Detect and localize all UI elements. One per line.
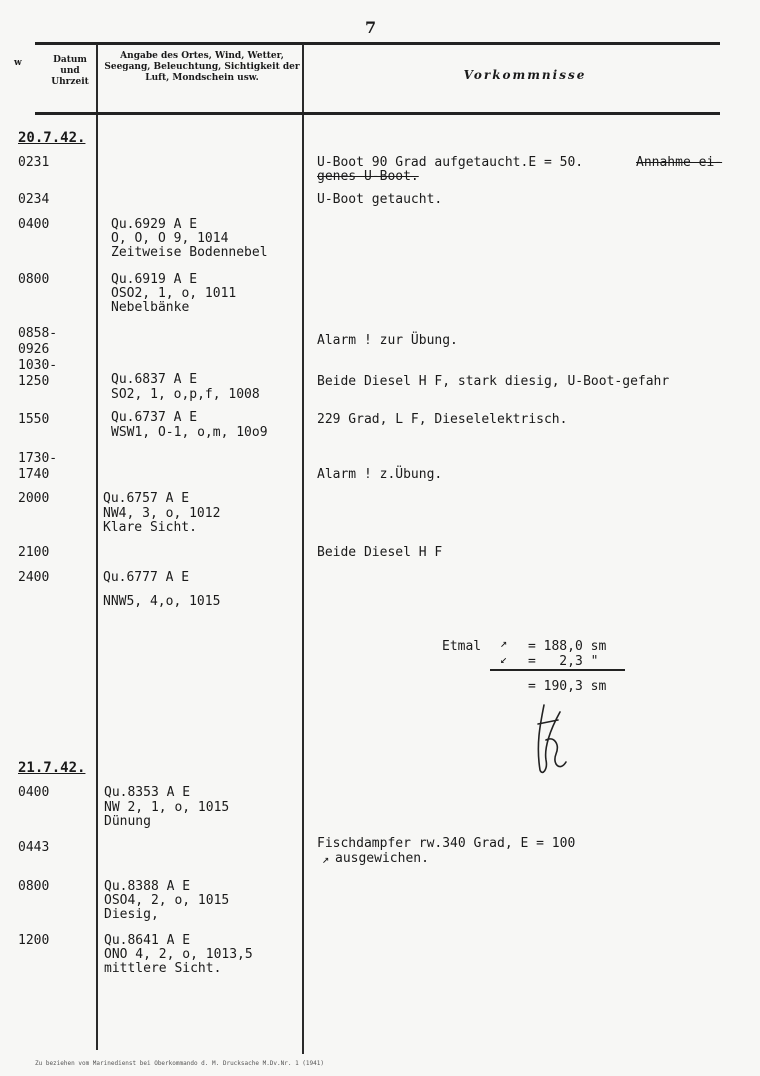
time-1250: 1250 <box>18 374 50 389</box>
date-entry: 21.7.42. <box>18 760 86 776</box>
header-mark: w <box>14 58 22 68</box>
handwritten-signature <box>530 700 580 780</box>
time-0800: 0800 <box>18 272 50 287</box>
time-0858: 0858- <box>18 326 58 341</box>
time-0800: 0800 <box>18 879 50 894</box>
weather-line: WSW1, O-1, o,m, 10o9 <box>111 425 268 440</box>
time-2000: 2000 <box>18 491 50 506</box>
weather-line: NNW5, 4,o, 1015 <box>103 594 221 609</box>
position-line: Qu.8641 A E <box>104 933 191 948</box>
arrow-up-icon: ↗ <box>322 852 330 866</box>
visibility-line: mittlere Sicht. <box>104 961 222 976</box>
time-1030: 1030- <box>18 358 58 373</box>
weather-line: OSO2, 1, o, 1011 <box>111 286 237 301</box>
time-0231: 0231 <box>18 155 50 170</box>
etmal-value: = 188,0 sm <box>528 639 607 654</box>
event-line: Alarm ! z.Übung. <box>317 467 443 482</box>
time-0400: 0400 <box>18 217 50 232</box>
weather-line: ONO 4, 2, o, 1013,5 <box>104 947 253 962</box>
position-line: Qu.6757 A E <box>103 491 190 506</box>
event-line: 229 Grad, L F, Dieselelektrisch. <box>317 412 568 427</box>
visibility-line: Nebelbänke <box>111 300 190 315</box>
visibility-line: Dünung <box>104 814 151 829</box>
event-line: U-Boot getaucht. <box>317 192 443 207</box>
column-divider-place <box>302 44 304 1054</box>
time-0926: 0926 <box>18 342 50 357</box>
etmal-label: Etmal <box>442 639 482 654</box>
event-line: U-Boot 90 Grad aufgetaucht.E = 50. <box>317 155 584 170</box>
etmal-sum: = 190,3 sm <box>528 679 607 694</box>
time-0400: 0400 <box>18 785 50 800</box>
weather-line: O, O, O 9, 1014 <box>111 231 229 246</box>
header-date-time: Datum und Uhrzeit <box>51 55 89 87</box>
top-rule <box>35 42 720 45</box>
arrow-up-icon: ↗ <box>500 636 508 650</box>
time-1740: 1740 <box>18 467 50 482</box>
position-line: Qu.6837 A E <box>111 372 198 387</box>
position-line: Qu.8388 A E <box>104 879 191 894</box>
etmal-sum-rule <box>490 669 625 671</box>
time-0443: 0443 <box>18 840 50 855</box>
event-line: Alarm ! zur Übung. <box>317 333 458 348</box>
header-rule <box>35 112 720 115</box>
etmal-value: = 2,3 " <box>528 654 599 669</box>
time-2400: 2400 <box>18 570 50 585</box>
position-line: Qu.6919 A E <box>111 272 198 287</box>
position-line: Qu.6777 A E <box>103 570 190 585</box>
header-place-weather: Angabe des Ortes, Wind, Wetter, Seegang, Beleuchtung, Sichtigkeit der Luft, Mondschein usw. <box>104 51 300 83</box>
header-events: Vorkommnisse <box>463 68 587 82</box>
time-1730: 1730- <box>18 451 58 466</box>
date-entry: 20.7.42. <box>18 130 86 146</box>
visibility-line: Zeitweise Bodennebel <box>111 245 268 260</box>
time-2100: 2100 <box>18 545 50 560</box>
event-strikethrough: Annahme ei- <box>636 155 723 170</box>
weather-line: NW 2, 1, o, 1015 <box>104 800 230 815</box>
weather-line: SO2, 1, o,p,f, 1008 <box>111 387 260 402</box>
weather-line: OSO4, 2, o, 1015 <box>104 893 230 908</box>
column-divider-date <box>96 44 98 1050</box>
position-line: Qu.8353 A E <box>104 785 191 800</box>
position-line: Qu.6929 A E <box>111 217 198 232</box>
event-line: Fischdampfer rw.340 Grad, E = 100 <box>317 836 576 851</box>
form-footer: Zu beziehen vom Marinedienst bei Oberkommando d. M. Drucksache M.Dv.Nr. 1 (1941) <box>35 1060 324 1067</box>
time-0234: 0234 <box>18 192 50 207</box>
visibility-line: Diesig, <box>104 907 159 922</box>
position-line: Qu.6737 A E <box>111 410 198 425</box>
event-strikethrough: genes U-Boot. <box>317 169 419 184</box>
arrow-down-icon: ↙ <box>500 652 508 666</box>
weather-line: NW4, 3, o, 1012 <box>103 506 221 521</box>
time-1550: 1550 <box>18 412 50 427</box>
visibility-line: Klare Sicht. <box>103 520 197 535</box>
event-line: Beide Diesel H F, stark diesig, U-Boot-gefahr <box>317 374 670 389</box>
event-line: ausgewichen. <box>335 851 429 866</box>
time-1200: 1200 <box>18 933 50 948</box>
page-number: 7 <box>365 18 377 37</box>
event-line: Beide Diesel H F <box>317 545 443 560</box>
